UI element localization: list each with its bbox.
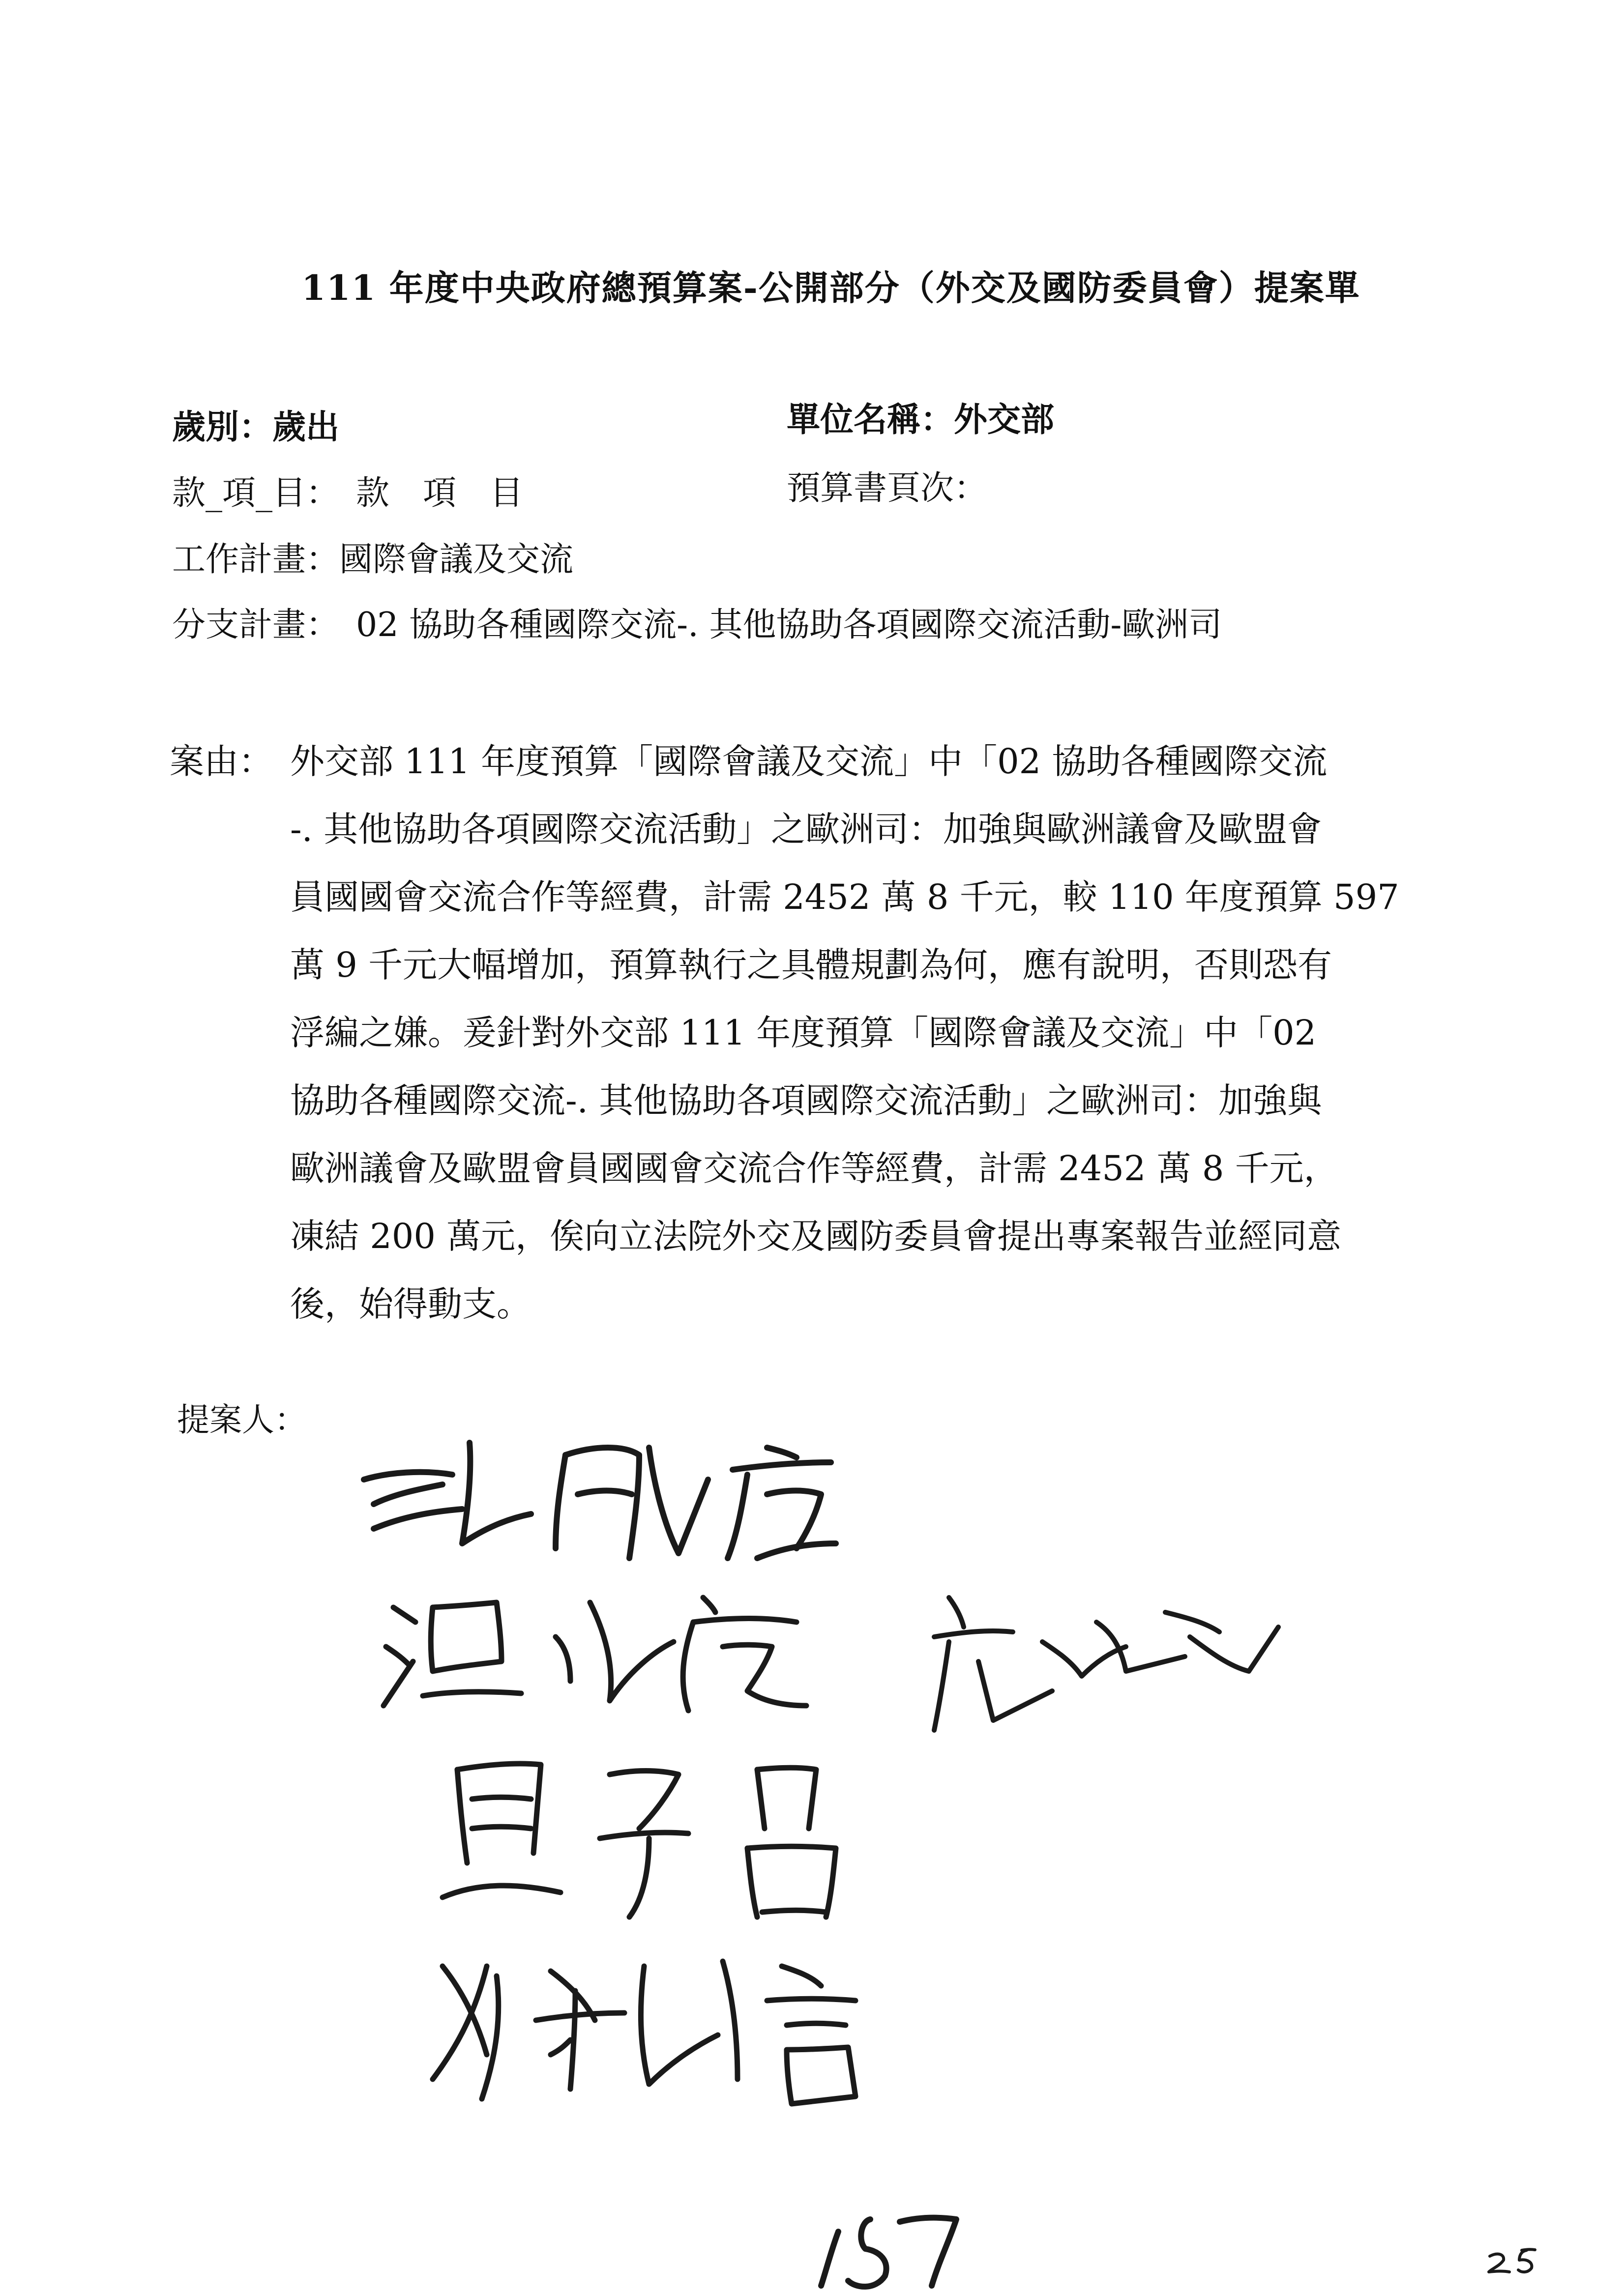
reason-line: 浮編之嫌。爰針對外交部 111 年度預算「國際會議及交流」中「02 <box>290 1013 1317 1053</box>
reason-line: 歐洲議會及歐盟會員國國會交流合作等經費，計需 2452 萬 8 千元， <box>290 1148 1338 1189</box>
proposer-label: 提案人： <box>177 1401 307 1439</box>
field-work-plan: 工作計畫：國際會議及交流 <box>172 540 574 579</box>
field-item: 款_項_目： 款 項 目 <box>172 474 524 513</box>
reason-label: 案由： <box>170 741 273 782</box>
reason-line: 外交部 111 年度預算「國際會議及交流」中「02 協助各種國際交流 <box>290 741 1328 782</box>
reason-line: 凍結 200 萬元，俟向立法院外交及國防委員會提出專案報告並經同意 <box>290 1216 1342 1256</box>
field-category: 歲別：歲出 <box>172 407 340 447</box>
reason-line: 協助各種國際交流-. 其他協助各項國際交流活動」之歐洲司：加強與 <box>290 1080 1322 1121</box>
reason-line: -. 其他協助各項國際交流活動」之歐洲司：加強與歐洲議會及歐盟會 <box>290 809 1322 849</box>
field-sub-plan: 分支計畫： 02 協助各種國際交流-. 其他協助各項國際交流活動-歐洲司 <box>172 606 1222 644</box>
reason-line: 員國國會交流合作等經費，計需 2452 萬 8 千元，較 110 年度預算 597 <box>290 877 1399 917</box>
field-unit-name: 單位名稱：外交部 <box>787 400 1055 439</box>
reason-line: 萬 9 千元大幅增加，預算執行之具體規劃為何，應有說明，否則恐有 <box>290 945 1332 985</box>
document-title: 111 年度中央政府總預算案-公開部分（外交及國防委員會）提案單 <box>301 267 1360 308</box>
reason-line: 後，始得動支。 <box>290 1284 531 1324</box>
field-budget-page: 預算書頁次： <box>787 469 988 508</box>
